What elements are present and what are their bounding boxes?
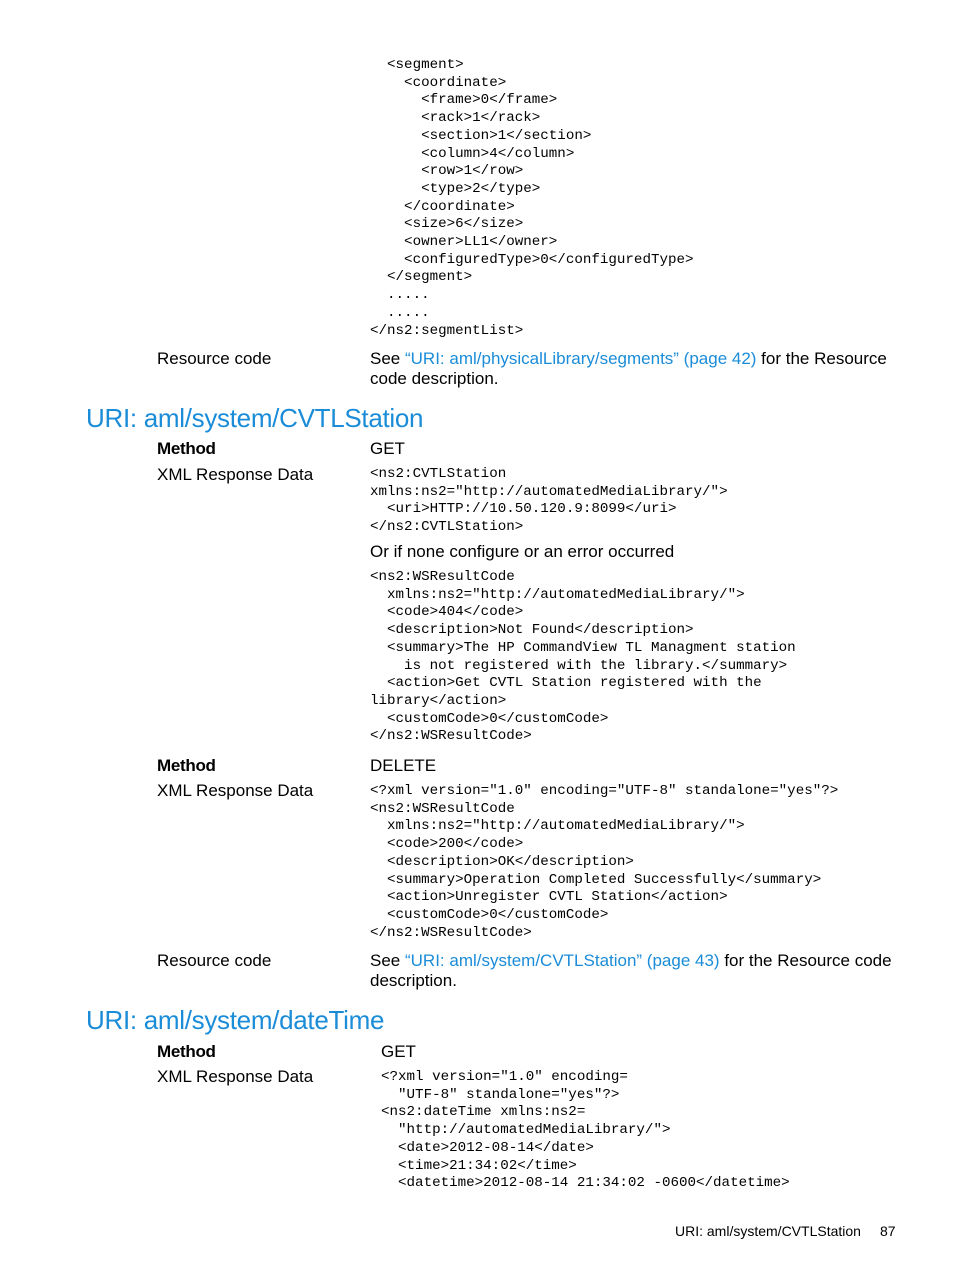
xml-response-label: XML Response Data [157, 465, 314, 484]
segments-page-link[interactable]: “URI: aml/physicalLibrary/segments” (page 42) [404, 349, 757, 368]
resource-code-label: Resource code [157, 349, 272, 368]
section-heading-datetime: URI: aml/system/dateTime [86, 1005, 385, 1035]
method-value-get: GET [381, 1042, 416, 1061]
segment-list-code: <segment> <coordinate> <frame>0</frame> <rack>1</rack> <section>1</section> <column>4</column> <row>1</row> <type>2</type> </coordinate> <size>6</size> <owner>LL1</owner> <configuredType>0</configuredType> </segment> ..... ..... </ns2:segmentList> [370, 57, 694, 339]
resource-code-label: Resource code [157, 951, 272, 970]
resource-rest-text: for the Resource code description. [370, 951, 892, 990]
resource-see-text: See [370, 951, 405, 970]
footer-page-number: 87 [880, 1223, 896, 1239]
method-label: Method [157, 439, 216, 458]
method-value-get: GET [370, 439, 405, 458]
datetime-get-code: <?xml version="1.0" encoding= "UTF-8" standalone="yes"?> <ns2:dateTime xmlns:ns2= "http://automatedMediaLibrary/"> <date>2012-08-14</date> <time>21:34:02</time> <datetime>2012-08-14 21:34:02 -0600</datetime> [381, 1069, 790, 1192]
resource-code-description [370, 951, 900, 991]
xml-response-label: XML Response Data [157, 1067, 314, 1086]
cvtlstation-page-link[interactable]: “URI: aml/system/CVTLStation” (page 43) [404, 951, 720, 970]
footer-running-title: URI: aml/system/CVTLStation [675, 1223, 861, 1239]
cvtlstation-get-code: <ns2:CVTLStation xmlns:ns2="http://automatedMediaLibrary/"> <uri>HTTP://10.50.120.9:8099</uri> </ns2:CVTLStation> [370, 466, 728, 536]
method-label: Method [157, 756, 216, 775]
method-value-delete: DELETE [370, 756, 437, 775]
section-heading-cvtlstation: URI: aml/system/CVTLStation [86, 403, 424, 433]
resource-code-description [370, 349, 900, 389]
method-label: Method [157, 1042, 216, 1061]
resource-rest-text: for the Resource code description. [370, 349, 887, 388]
error-note-text: Or if none configure or an error occurred [370, 542, 675, 561]
cvtlstation-error-code: <ns2:WSResultCode xmlns:ns2="http://automatedMediaLibrary/"> <code>404</code> <description>Not Found</description> <summary>The HP CommandView TL Managment station is not registered with the library.</summary> <action>Get CVTL Station registered with the library</action> <customCode>0</customCode> </ns2:WSResultCode> [370, 569, 796, 745]
cvtlstation-delete-code: <?xml version="1.0" encoding="UTF-8" standalone="yes"?> <ns2:WSResultCode xmlns:ns2="http://automatedMediaLibrary/"> <code>200</code> <description>OK</description> <summary>Operation Completed Successfully</summary> <action>Unregister CVTL Station</action> <customCode>0</customCode> </ns2:WSResultCode> [370, 783, 839, 941]
resource-see-text: See [370, 349, 405, 368]
xml-response-label: XML Response Data [157, 781, 314, 800]
